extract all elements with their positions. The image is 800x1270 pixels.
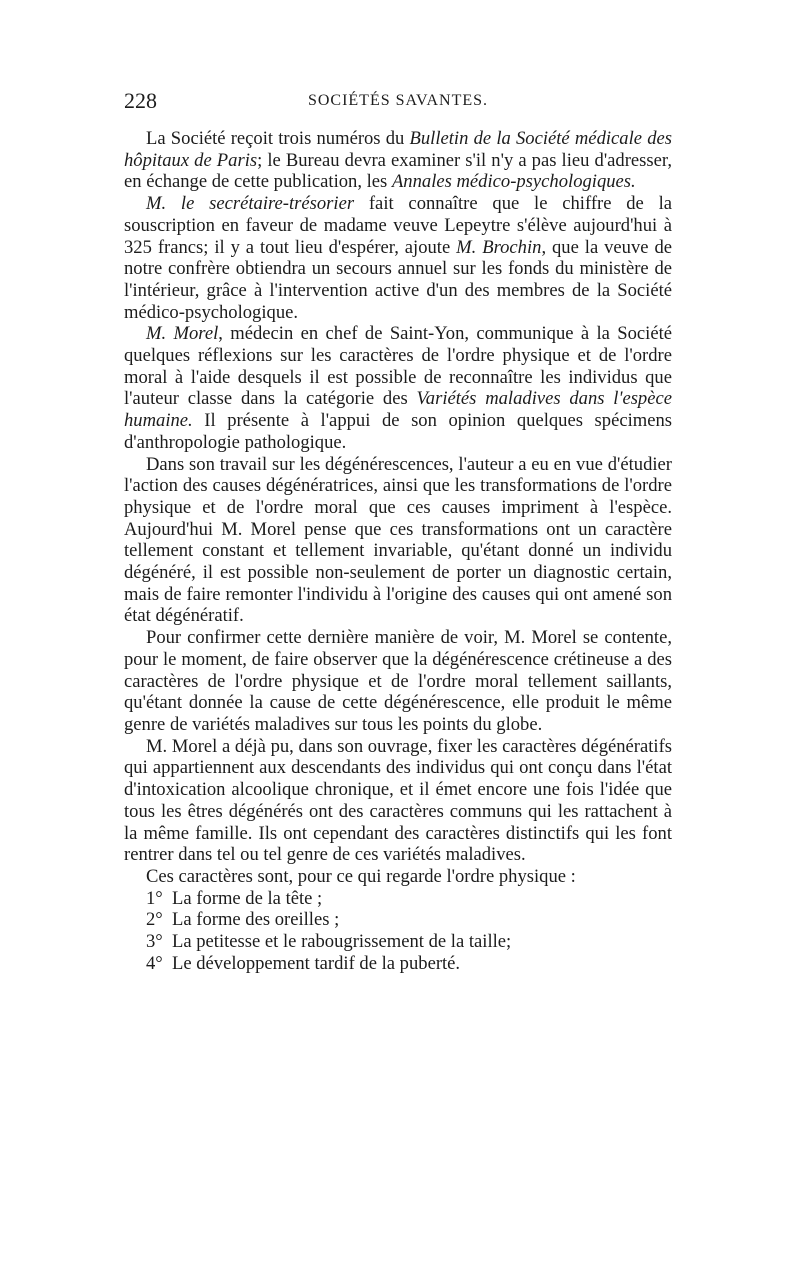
list-item-text: La forme des oreilles ; [172, 909, 340, 931]
paragraph [124, 866, 672, 888]
list-item [124, 931, 672, 953]
paragraph [124, 128, 672, 193]
paragraph [124, 627, 672, 736]
italic-text: M. Morel [146, 323, 219, 345]
list-item-text: Le développement tardif de la puberté. [172, 952, 461, 974]
text-run: M. Morel a déjà pu, dans son ouvrage, fixer les caractères dégénératifs qui appartiennent aux descendants des individus qui ont conçu dans l'état d'intoxication alcoolique chronique, et il émet encore une fois l'idée que tous les êtres dégénérés ont des caractères communs qui les rattachent à la même famille. Ils ont cependant des caractères distinctifs qui les font rentrer dans tel ou tel genre de ces variétés maladives. [124, 735, 672, 866]
page-header [124, 86, 672, 126]
text-run: , médecin en chef de Saint-Yon, communique à la Société quelques réflexions sur les caractères de l'ordre physique et de l'ordre moral à l'aide desquels il est possible de reconnaître les individus que l'auteur classe dans la catégorie des [124, 323, 672, 410]
list-item-number: 2° [146, 909, 163, 931]
paragraph [124, 736, 672, 866]
text-run: Pour confirmer cette dernière manière de voir, M. Morel se contente, pour le moment, de faire observer que la dégénérescence crétineuse a des caractères de l'ordre physique et de l'ordre moral tellement saillants, qu'étant donnée la cause de cette dégénérescence, elle produit le même genre de variétés maladives sur tous les points du globe. [124, 627, 672, 735]
list-item [124, 888, 672, 910]
page-number: 228 [124, 88, 157, 113]
italic-text: Annales médico-psychologiques. [391, 171, 636, 193]
list-item-number: 4° [146, 952, 163, 974]
list-item-text: La forme de la tête ; [172, 887, 323, 909]
list-item-text: La petitesse et le rabougrissement de la taille; [172, 931, 512, 953]
italic-text: Bulletin de la Société médicale des hôpitaux de Paris [124, 128, 672, 171]
book-page [124, 86, 672, 974]
text-run: , que la veuve de notre confrère obtiendra un secours annuel sur les fonds du ministère de l'intérieur, grâce à l'intervention active d'un des membres de la Société médico-psychologique. [124, 236, 672, 323]
paragraph [124, 323, 672, 453]
running-title: SOCIÉTÉS SAVANTES. [307, 92, 489, 109]
list-item [124, 953, 672, 975]
text-run: ; le Bureau devra examiner s'il n'y a pas lieu d'adresser, en échange de cette publication, les [124, 149, 672, 193]
text-run: fait connaître que le chiffre de la souscription en faveur de madame veuve Lepeytre s'élève aujourd'hui à 325 francs; il y a tout lieu d'espérer, ajoute [124, 193, 673, 258]
italic-text: M. le secrétaire-trésorier [146, 193, 355, 215]
list-item-number: 1° [146, 887, 163, 909]
body-text [124, 128, 672, 974]
text-run: Dans son travail sur les dégénérescences, l'auteur a eu en vue d'étudier l'action des causes dégénératrices, ainsi que les transformations de l'ordre physique et de l'ordre moral que ces causes impriment à l'espèce. Aujourd'hui M. Morel pense que ces transformations ont un caractère tellement constant et tellement invariable, qu'étant donné un individu dégénéré, il est possible non-seulement de porter un diagnostic certain, mais de faire remonter l'individu à l'origine des causes qui ont amené son état dégénératif. [124, 453, 672, 627]
text-run: Il présente à l'appui de son opinion quelques spécimens d'anthropologie pathologique. [124, 410, 672, 453]
italic-text: Variétés maladives dans l'espèce humaine. [124, 388, 672, 432]
list-item [124, 909, 672, 931]
list-item-number: 3° [146, 931, 163, 953]
paragraph [124, 193, 672, 323]
paragraph [124, 454, 672, 628]
italic-text: M. Brochin [456, 236, 542, 258]
text-run: La Société reçoit trois numéros du [146, 128, 410, 149]
text-run: Ces caractères sont, pour ce qui regarde l'ordre physique : [146, 865, 576, 887]
